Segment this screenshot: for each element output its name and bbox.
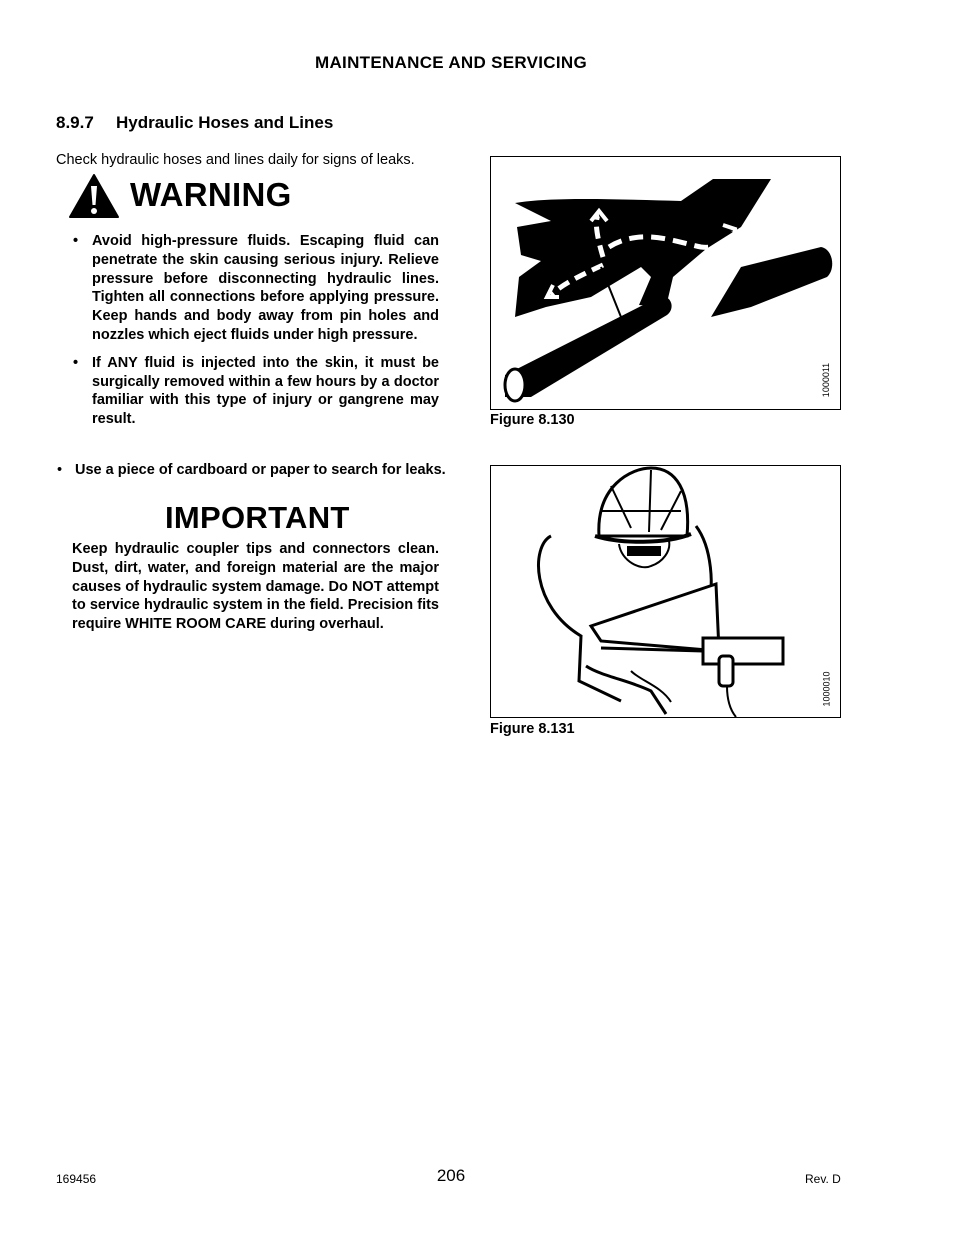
warning-title: WARNING bbox=[130, 176, 292, 213]
figure-hydraulic-leak-illustration bbox=[490, 156, 841, 410]
figure-worker-inspecting-hose bbox=[490, 465, 841, 718]
page-header-title: MAINTENANCE AND SERVICING bbox=[315, 53, 587, 72]
warning-item: • If ANY fluid is injected into the skin, it must be surgically removed within a few hours by a doctor familiar with this type of injury or gangrene may result. bbox=[70, 354, 439, 429]
important-title: IMPORTANT bbox=[165, 500, 350, 535]
warning-triangle-icon bbox=[68, 172, 120, 225]
figure-id: 1000010 bbox=[821, 671, 832, 707]
footer-doc-number: 169456 bbox=[56, 1172, 97, 1186]
figure-caption: Figure 8.130 bbox=[490, 412, 575, 428]
section-title: Hydraulic Hoses and Lines bbox=[116, 113, 334, 132]
figure-caption: Figure 8.131 bbox=[490, 721, 575, 737]
intro-text: Check hydraulic hoses and lines daily for signs of leaks. bbox=[56, 152, 415, 168]
figure-id: 1000011 bbox=[821, 362, 832, 398]
step-bullet: • bbox=[57, 462, 63, 478]
step-text: Use a piece of cardboard or paper to search for leaks. bbox=[75, 462, 446, 478]
section-heading bbox=[56, 113, 333, 133]
footer-page-number: 206 bbox=[436, 1166, 466, 1185]
warning-list bbox=[70, 232, 439, 438]
important-text: Keep hydraulic coupler tips and connectors clean. Dust, dirt, water, and foreign material are the major causes of hydraulic system damage. Do NOT attempt to service hydraulic system in the field. Precision fits require WHITE ROOM CARE during overhaul. bbox=[72, 541, 439, 633]
section-number: 8.9.7 bbox=[56, 113, 94, 132]
step-item bbox=[56, 461, 456, 480]
warning-item: • Avoid high-pressure fluids. Escaping fluid can penetrate the skin causing serious injury. Relieve pressure before disconnecting hydraulic lines. Tighten all connections before applying pressure. Keep hands and body away from pin holes and nozzles which eject fluids under high pressure. bbox=[70, 232, 439, 345]
footer-revision: Rev. D bbox=[805, 1172, 841, 1186]
